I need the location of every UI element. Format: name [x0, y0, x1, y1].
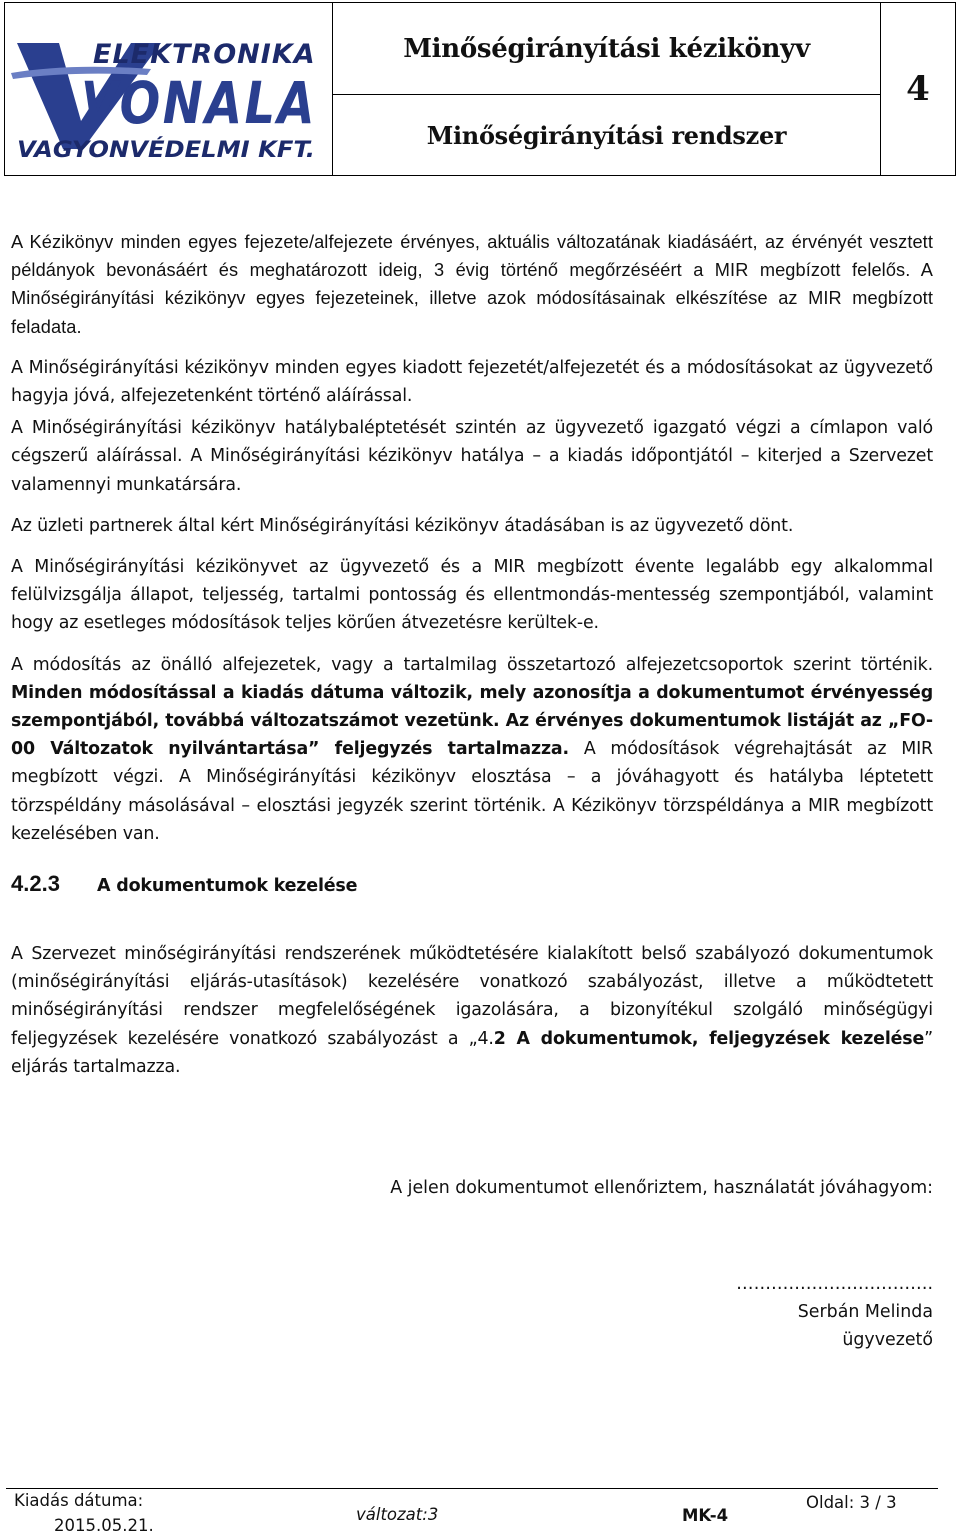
section-title: A dokumentumok kezelése	[97, 876, 358, 896]
paragraph-partners: Az üzleti partnerek által kért Minőségirányítási kézikönyv átadásában is az ügyvezető dönt.	[11, 515, 794, 536]
paragraph-modification	[11, 651, 933, 848]
company-logo-cell	[5, 3, 333, 175]
doc-handling-text-c: ” eljárás tartalmazza.	[11, 1028, 933, 1077]
section-content	[11, 940, 933, 1081]
svg-text:ELEKTRONIKA: ELEKTRONIKA	[93, 39, 316, 70]
paragraph-enactment: A Minőségirányítási kézikönyv hatálybaléptetését szintén az ügyvezető igazgató végzi a címlapon való cégszerű aláírással. A Minőségirányítási kézikönyv hatálya – a kiadás időpontjától – kiterjed a Szervezet valamennyi munkatársára.	[11, 418, 933, 495]
paragraph-approval: A Minőségirányítási kézikönyv minden egyes kiadott fejezetét/alfejezetét és a módosításokat az ügyvezető hagyja jóvá, alfejezetenként történő aláírással.	[11, 357, 933, 407]
doc-handling-text-bold: 2 A dokumentumok, feljegyzések kezelése	[493, 1028, 925, 1049]
version-label: változat:3	[356, 1505, 439, 1524]
approval-statement: A jelen dokumentumot ellenőriztem, használatát jóváhagyom:	[390, 1178, 933, 1198]
modification-text-bold: Minden módosítással a kiadás dátuma változik, mely azonosítja a dokumentumot érvényesség szempontjából, továbbá változatszámot vezetünk. Az érvényes dokumentumok listáját az „FO-00 Változatok nyilvántartása” feljegyzés tartalmazza.	[11, 682, 933, 760]
logo-word-vonala: VONALA	[81, 69, 317, 137]
paragraph-review: A Minőségirányítási kézikönyvet az ügyvezető és a MIR megbízott évente legalább egy alkalommal felülvizsgálja állapot, teljesség, tartalmi pontosság és ellentmondás-mentesség szempontjából, valamint hogy az esetleges módosítások teljes körűen átvezetésre kerültek-e.	[11, 557, 933, 634]
signature-line: …………………………….	[736, 1274, 933, 1294]
issue-date-value: 2015.05.21.	[54, 1516, 154, 1535]
modification-text-a: A módosítás az önálló alfejezetek, vagy a tartalmilag összetartozó alfejezetcsoportok szerint történik.	[11, 654, 933, 675]
document-code: MK-4	[682, 1506, 729, 1525]
signatory-role: ügyvezető	[842, 1330, 933, 1351]
section-number: 4.2.3	[11, 871, 60, 896]
chapter-number: 4	[906, 69, 930, 109]
modification-text-c: A módosítások végrehajtását az MIR megbízott végzi. A Minőségirányítási kézikönyv elosztása – a jóváhagyott és hatályba léptetett törzspéldány másolásával – elosztási jegyzék szerint történik. A Kézikönyv törzspéldánya a MIR megbízott kezelésében van.	[11, 739, 933, 844]
signature-block	[736, 1270, 933, 1355]
paragraph-responsibility: A Kézikönyv minden egyes fejezete/alfejezete érvényes, aktuális változatának kiadásáért, az érvényét vesztett példányok bevonásáért és meghatározott ideig, 3 évig történő megőrzéséért a MIR megbízott felelős. A Minőségirányítási kézikönyv egyes fejezeteinek, illetve azok módosításainak elkészítése az MIR megbízott feladata.	[11, 232, 933, 337]
document-subtitle: Minőségirányítási rendszer	[426, 120, 787, 150]
body-content	[11, 228, 933, 848]
company-logo	[11, 33, 327, 163]
footer-divider	[6, 1488, 938, 1489]
signatory-name: Serbán Melinda	[797, 1302, 933, 1323]
page-counter: Oldal: 3 / 3	[806, 1493, 897, 1512]
svg-text:VAGYONVÉDELMI KFT.: VAGYONVÉDELMI KFT.	[17, 138, 288, 163]
doc-handling-text-a: A Szervezet minőségirányítási rendszerének működtetésére kialakított belső szabályozó dokumentumok (minőségirányítási eljárás-utasítások) kezelésére vonatkozó szabályozást, illetve a működtetett minőségirányítási rendszer megfelelőségének igazolására, a bizonyítékul szolgáló minőségügyi feljegyzések kezelésére vonatkozó szabályozást a „4.	[11, 944, 933, 1049]
document-title: Minőségirányítási kézikönyv	[333, 3, 880, 95]
section-heading	[11, 871, 357, 897]
paragraph-document-handling	[11, 940, 933, 1081]
document-header	[4, 2, 956, 176]
issue-date-label: Kiadás dátuma:	[14, 1491, 144, 1510]
header-title-cell	[333, 3, 881, 175]
